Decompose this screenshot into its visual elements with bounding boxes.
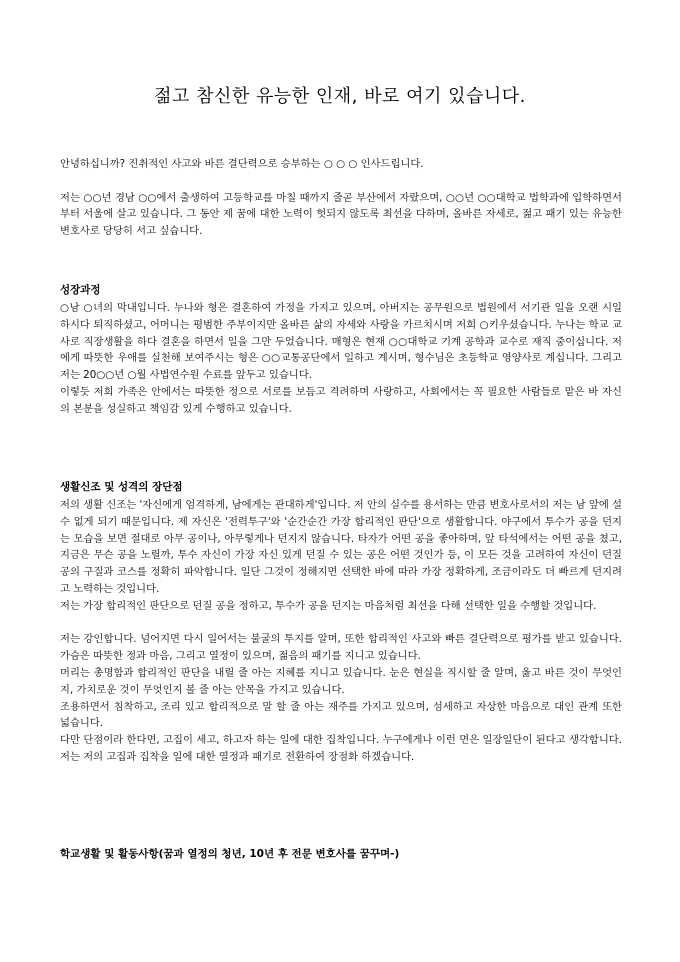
section-heading-school: 학교생활 및 활동사항(꿈과 열정의 청년, 10년 후 전문 변호사를 꿈꾸며-) [60, 848, 400, 860]
paragraph: 조용하면서 침착하고, 조리 있고 합리적으로 말 할 줄 아는 재주를 가지고 있으며, 섬세하고 자상한 마음으로 대인 관계 또한 넓습니다. [60, 700, 622, 730]
paragraph: 저는 강인합니다. 넘어지면 다시 일어서는 불굴의 투지를 알며, 또한 합리적인 사고와 빠른 결단력으로 평가를 받고 있습니다. 가슴은 따뜻한 정과 마음, 그리고 열정이 있으며, 젊음의 패기를 지니고 있습니다. [60, 633, 622, 663]
paragraph: ○남 ○녀의 막내입니다. 누나와 형은 결혼하여 가정을 가지고 있으며, 아버지는 공무원으로 법원에서 서기관 일을 오랜 시일 하시다 퇴직하셨고, 어머니는 평범한 주부이지만 올바른 삶의 자세와 사랑을 가르치시며 저희 ○키우셨습니다. 누나는 학교 교사로 직장생활을 하다 결혼을 하면서 일을 그만 두었습니다. 매형은 현재 ○○대학교 기계 공학과 교수로 재직 중이십니다. 저에게 따뜻한 우애를 실천해 보여주시는 형은 ○○교통공단에서 일하고 계시며, 형수님은 초등학교 영양사로 계십니다. 그리고 저는 20○○년 ○월 사법연수원 수료를 앞두고 있습니다. [60, 302, 622, 382]
intro-block [60, 156, 622, 240]
paragraph: 이렇듯 저희 가족은 안에서는 따뜻한 정으로 서로를 보듬고 격려하며 사랑하고, 사회에서는 꼭 필요한 사람들로 맡은 바 자신의 본분을 성실하고 책임감 있게 수행하고 있습니다. [60, 385, 622, 415]
section-heading-growth: 성장과정 [60, 284, 101, 296]
section-heading-motto: 생활신조 및 성격의 장단점 [60, 481, 183, 493]
section-body-motto [60, 497, 622, 766]
page-title: 젊고 참신한 유능한 인재, 바로 여기 있습니다. [154, 86, 526, 107]
paragraph: 저는 가장 합리적인 판단으로 던질 공을 정하고, 투수가 공을 던지는 마음처럼 최선을 다해 선택한 일을 수행할 것입니다. [60, 599, 597, 612]
intro-greeting: 안녕하십니까? 진취적인 사고와 바른 결단력으로 승부하는 ○ ○ ○ 인사드립니다. [60, 158, 424, 170]
paragraph: 머리는 총명함과 합리적인 판단을 내릴 줄 아는 지혜를 지니고 있습니다. 눈은 현실을 직시할 줄 알며, 옳고 바른 것이 무엇인지, 가치로운 것이 무엇인지 볼 줄 아는 안목을 가지고 있습니다. [60, 666, 622, 696]
paragraph: 다만 단점이라 한다면, 고집이 세고, 하고자 하는 일에 대한 집착입니다. 누구에게나 이런 면은 일장일단이 된다고 생각합니다. 저는 저의 고집과 집착을 일에 대한 열정과 패기로 전환하여 장점화 하겠습니다. [60, 734, 622, 763]
intro-paragraph: 저는 ○○년 경남 ○○에서 출생하여 고등학교를 마칠 때까지 줄곧 부산에서 자랐으며, ○○년 ○○대학교 법학과에 입학하면서부터 서울에 살고 있습니다. 그 동안 제 꿈에 대한 노력이 헛되지 않도록 최선을 다하며, 올바른 자세로, 젊고 패기 있는 유능한 변호사로 당당히 서고 싶습니다. [60, 191, 622, 238]
paragraph: 저의 생활 신조는 '자신에게 엄격하게, 남에게는 관대하게'입니다. 저 안의 실수를 용서하는 만큼 변호사로서의 저는 남 앞에 설 수 없게 되기 때문입니다. 제 자신은 '전력투구'와 '순간순간 가장 합리적인 판단'으로 생활합니다. 야구에서 투수가 공을 던지는 모습을 보면 절대로 아무 공이나, 아무렇게나 던지지 않습니다. 타자가 어떤 공을 좋아하며, 앞 타석에서는 어떤 공을 쳤고, 지금은 무슨 공을 노릴까, 투수 자신이 가장 자신 있게 던질 수 있는 공은 어떤 것인가 등, 이 모든 것을 고려하여 자신이 던질 공의 구질과 코스를 정확히 파악합니다. 일단 그것이 정해지면 선택한 바에 따라 가장 정확하게, 조금이라도 더 빠르게 던지려고 노력하는 것입니다. [60, 499, 622, 595]
section-body-growth [60, 300, 622, 418]
